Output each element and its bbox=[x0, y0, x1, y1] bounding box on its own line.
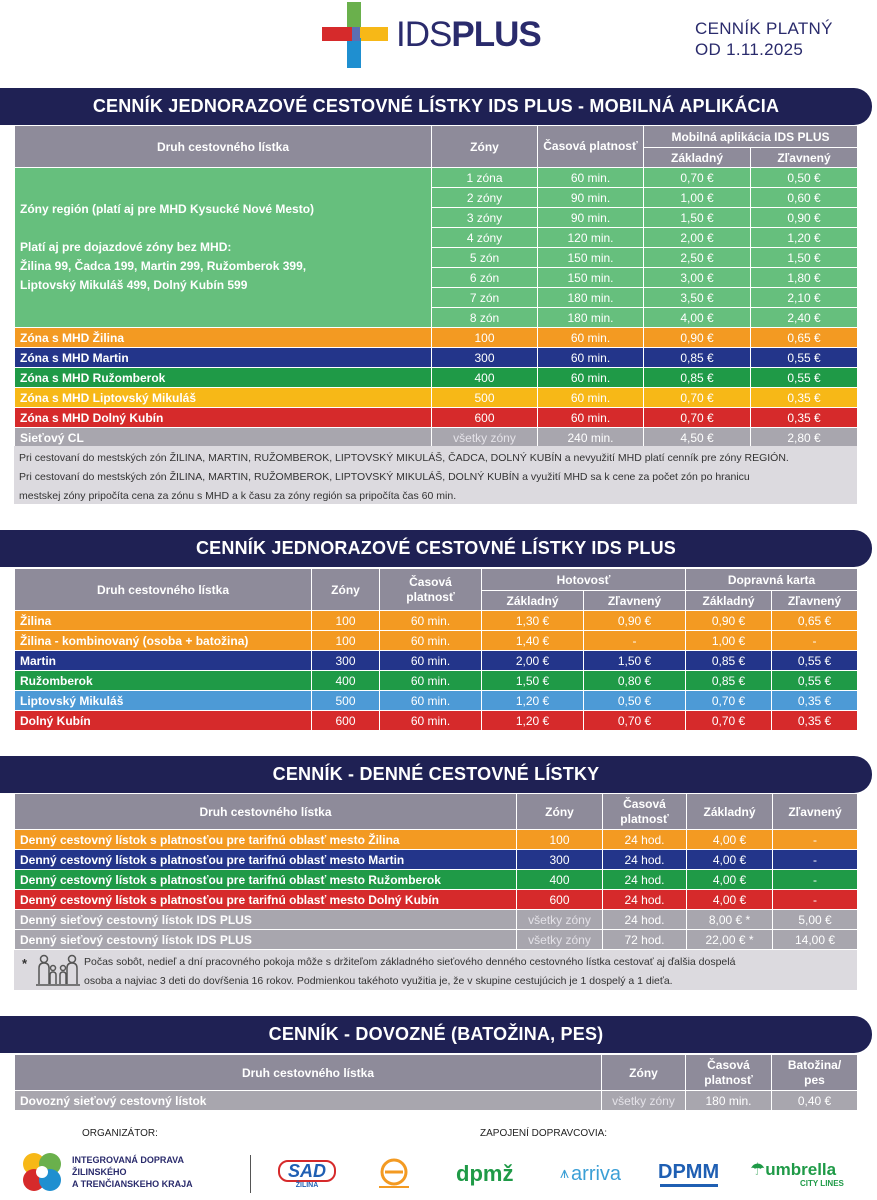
carrier-sad-text: SAD bbox=[278, 1160, 336, 1182]
cell-time: 180 min. bbox=[538, 308, 644, 328]
cell-name: Žilina - kombinovaný (osoba + batožina) bbox=[15, 631, 312, 651]
ids-plus-logo bbox=[322, 2, 562, 68]
table-row bbox=[15, 711, 858, 731]
cell-name: Zóna s MHD Dolný Kubín bbox=[15, 408, 432, 428]
cell-time: 24 hod. bbox=[603, 850, 687, 870]
cell-card-basic: 0,70 € bbox=[686, 691, 772, 711]
cell-zones: všetky zóny bbox=[517, 910, 603, 930]
cell-basic: 8,00 € * bbox=[687, 910, 773, 930]
cell-reduced: 0,60 € bbox=[751, 188, 858, 208]
organizer-logo bbox=[18, 1150, 193, 1194]
cell-cash-basic: 1,20 € bbox=[482, 711, 584, 731]
table-row bbox=[15, 348, 858, 368]
cell-card-basic: 0,70 € bbox=[686, 711, 772, 731]
cell-basic: 4,00 € bbox=[687, 850, 773, 870]
region-line: Žilina 99, Čadca 199, Martin 299, Ružomberok 399, bbox=[20, 259, 307, 273]
cell-time: 60 min. bbox=[538, 408, 644, 428]
cell-time: 180 min. bbox=[686, 1091, 772, 1111]
cell-time: 24 hod. bbox=[603, 910, 687, 930]
cell-reduced: 2,80 € bbox=[751, 428, 858, 448]
cell-time: 60 min. bbox=[380, 671, 482, 691]
col-header-app: Mobilná aplikácia IDS PLUS bbox=[644, 126, 858, 148]
umbrella-icon: ☂ bbox=[750, 1159, 766, 1179]
col-header-reduced: Zľavnený bbox=[584, 591, 686, 611]
cell-card-reduced: 0,55 € bbox=[772, 651, 858, 671]
cell-basic: 4,00 € bbox=[687, 830, 773, 850]
note-line: Počas sobôt, nedieľ a dní pracovného pokoja môže s držiteľom základného sieťového denného cestovného lístka cestovať aj ďalšia dospelá bbox=[84, 956, 736, 968]
cell-reduced: 14,00 € bbox=[773, 930, 858, 950]
ids-cross-logo-icon bbox=[322, 2, 388, 68]
col-header-zones: Zóny bbox=[432, 126, 538, 168]
cell-zones: 100 bbox=[312, 611, 380, 631]
carrier-sad-trencin-logo bbox=[375, 1158, 413, 1190]
mobile-note bbox=[14, 446, 857, 504]
cell-time: 240 min. bbox=[538, 428, 644, 448]
cell-basic: 3,00 € bbox=[644, 268, 751, 288]
cell-card-reduced: 0,55 € bbox=[772, 671, 858, 691]
cell-reduced: - bbox=[773, 850, 858, 870]
cell-basic: 1,50 € bbox=[644, 208, 751, 228]
cell-name: Denný sieťový cestovný lístok IDS PLUS bbox=[15, 910, 517, 930]
cell-reduced: 0,35 € bbox=[751, 408, 858, 428]
table-row bbox=[15, 428, 858, 448]
table-row bbox=[15, 388, 858, 408]
cell-zones: 300 bbox=[312, 651, 380, 671]
carrier-dpmz-logo: dpmž bbox=[456, 1161, 514, 1186]
cell-time: 60 min. bbox=[380, 651, 482, 671]
col-header-reduced: Zľavnený bbox=[773, 794, 858, 830]
col-header-type: Druh cestovného lístka bbox=[15, 126, 432, 168]
mobile-section-title: CENNÍK JEDNORAZOVÉ CESTOVNÉ LÍSTKY IDS PLUS - MOBILNÁ APLIKÁCIA bbox=[0, 88, 872, 125]
cell-name: Dolný Kubín bbox=[15, 711, 312, 731]
cell-card-basic: 1,00 € bbox=[686, 631, 772, 651]
mobile-price-table bbox=[14, 125, 858, 448]
cell-time: 90 min. bbox=[538, 188, 644, 208]
cell-zones: 5 zón bbox=[432, 248, 538, 268]
cell-time: 150 min. bbox=[538, 248, 644, 268]
cell-name: Zóna s MHD Ružomberok bbox=[15, 368, 432, 388]
region-line: Zóny región (platí aj pre MHD Kysucké Nové Mesto) bbox=[20, 202, 315, 216]
cell-time: 60 min. bbox=[380, 611, 482, 631]
cell-name: Sieťový CL bbox=[15, 428, 432, 448]
note-line: mestskej zóny pripočíta cena za zónu s MHD a k času za zóny región sa pripočíta čas 60 min. bbox=[19, 490, 457, 502]
cell-reduced: 1,20 € bbox=[751, 228, 858, 248]
table-row bbox=[15, 611, 858, 631]
carrier-sad-sub: ŽILINA bbox=[295, 1181, 319, 1189]
cell-reduced: - bbox=[773, 870, 858, 890]
cell-cash-basic: 2,00 € bbox=[482, 651, 584, 671]
cell-time: 60 min. bbox=[380, 711, 482, 731]
col-header-price: Batožina/ pes bbox=[772, 1055, 858, 1091]
table-row bbox=[15, 870, 858, 890]
cell-time: 72 hod. bbox=[603, 930, 687, 950]
cell-zones: všetky zóny bbox=[517, 930, 603, 950]
cell-zones: 400 bbox=[517, 870, 603, 890]
org-line: A TRENČIANSKEHO KRAJA bbox=[72, 1179, 193, 1189]
table-row bbox=[15, 651, 858, 671]
cell-reduced: - bbox=[773, 830, 858, 850]
cell-reduced: 2,40 € bbox=[751, 308, 858, 328]
cell-basic: 0,85 € bbox=[644, 348, 751, 368]
cell-time: 120 min. bbox=[538, 228, 644, 248]
cell-cash-basic: 1,30 € bbox=[482, 611, 584, 631]
cell-time: 60 min. bbox=[538, 368, 644, 388]
note-line: Pri cestovaní do mestských zón ŽILINA, MARTIN, RUŽOMBEROK, LIPTOVSKÝ MIKULÁŠ, ČADCA, DOLNÝ KUBÍN a nevyužití MHD platí cenník pre zóny REGIÓN. bbox=[19, 452, 789, 464]
col-header-validity: Časová platnosť bbox=[603, 794, 687, 830]
col-header-basic: Základný bbox=[644, 148, 751, 168]
cell-zones: 2 zóny bbox=[432, 188, 538, 208]
cell-reduced: 0,55 € bbox=[751, 368, 858, 388]
cell-zones: 400 bbox=[432, 368, 538, 388]
validity-line-1: CENNÍK PLATNÝ bbox=[695, 19, 833, 38]
cell-cash-reduced: 1,50 € bbox=[584, 651, 686, 671]
daily-section-title: CENNÍK - DENNÉ CESTOVNÉ LÍSTKY bbox=[0, 756, 872, 793]
cell-zones: 6 zón bbox=[432, 268, 538, 288]
cell-name: Liptovský Mikuláš bbox=[15, 691, 312, 711]
cell-basic: 0,70 € bbox=[644, 408, 751, 428]
col-header-type: Druh cestovného lístka bbox=[15, 794, 517, 830]
cell-zones: všetky zóny bbox=[432, 428, 538, 448]
cell-basic: 2,50 € bbox=[644, 248, 751, 268]
cell-zones: 600 bbox=[517, 890, 603, 910]
cell-price: 0,40 € bbox=[772, 1091, 858, 1111]
cell-zones: 4 zóny bbox=[432, 228, 538, 248]
col-header-type: Druh cestovného lístka bbox=[15, 569, 312, 611]
table-row bbox=[15, 671, 858, 691]
cell-time: 60 min. bbox=[538, 168, 644, 188]
daily-note bbox=[14, 950, 857, 990]
cell-reduced: 5,00 € bbox=[773, 910, 858, 930]
cell-cash-basic: 1,20 € bbox=[482, 691, 584, 711]
idztk-logo-icon bbox=[18, 1150, 66, 1194]
carrier-umbrella-logo bbox=[750, 1158, 844, 1190]
col-header-card: Dopravná karta bbox=[686, 569, 858, 591]
cell-name: Zóna s MHD Liptovský Mikuláš bbox=[15, 388, 432, 408]
validity-date: OD 1.11.2025 bbox=[695, 40, 804, 59]
cell-zones: všetky zóny bbox=[602, 1091, 686, 1111]
cell-name: Martin bbox=[15, 651, 312, 671]
table-row bbox=[15, 910, 858, 930]
col-header-basic: Základný bbox=[687, 794, 773, 830]
cell-zones: 100 bbox=[312, 631, 380, 651]
cell-cash-reduced: 0,80 € bbox=[584, 671, 686, 691]
note-line: osoba a najviac 3 deti do dovŕšenia 16 rokov. Podmienkou takéhoto využitia je, že v skupine cestujúcich je 1 dospelý a 1 dieťa. bbox=[84, 975, 673, 987]
cell-name: Denný cestovný lístok s platnosťou pre tarifnú oblasť mesto Dolný Kubín bbox=[15, 890, 517, 910]
cell-name: Zóna s MHD Martin bbox=[15, 348, 432, 368]
cell-basic: 3,50 € bbox=[644, 288, 751, 308]
cell-name: Zóna s MHD Žilina bbox=[15, 328, 432, 348]
cell-time: 60 min. bbox=[538, 348, 644, 368]
cell-cash-reduced: - bbox=[584, 631, 686, 651]
cell-zones: 7 zón bbox=[432, 288, 538, 308]
cell-basic: 2,00 € bbox=[644, 228, 751, 248]
carrier-umbrella-text: umbrella bbox=[765, 1159, 837, 1179]
cell-basic: 4,00 € bbox=[687, 870, 773, 890]
cell-time: 24 hod. bbox=[603, 830, 687, 850]
cell-card-basic: 0,90 € bbox=[686, 611, 772, 631]
organizer-label: ORGANIZÁTOR: bbox=[82, 1128, 158, 1139]
cell-reduced: 0,50 € bbox=[751, 168, 858, 188]
col-header-basic: Základný bbox=[686, 591, 772, 611]
col-header-type: Druh cestovného lístka bbox=[15, 1055, 602, 1091]
col-header-zones: Zóny bbox=[517, 794, 603, 830]
cell-time: 60 min. bbox=[538, 328, 644, 348]
cell-time: 60 min. bbox=[538, 388, 644, 408]
cell-reduced: 0,90 € bbox=[751, 208, 858, 228]
region-line: Platí aj pre dojazdové zóny bez MHD: bbox=[20, 240, 232, 254]
cell-basic: 4,00 € bbox=[687, 890, 773, 910]
cell-cash-reduced: 0,50 € bbox=[584, 691, 686, 711]
col-header-cash: Hotovosť bbox=[482, 569, 686, 591]
cell-basic: 22,00 € * bbox=[687, 930, 773, 950]
table-row bbox=[15, 168, 858, 188]
cell-zones: 400 bbox=[312, 671, 380, 691]
col-header-zones: Zóny bbox=[312, 569, 380, 611]
cell-reduced: 0,55 € bbox=[751, 348, 858, 368]
cell-basic: 4,50 € bbox=[644, 428, 751, 448]
col-header-reduced: Zľavnený bbox=[772, 591, 858, 611]
luggage-price-table bbox=[14, 1054, 858, 1111]
cell-time: 150 min. bbox=[538, 268, 644, 288]
cell-basic: 4,00 € bbox=[644, 308, 751, 328]
cell-card-reduced: 0,65 € bbox=[772, 611, 858, 631]
cell-cash-basic: 1,40 € bbox=[482, 631, 584, 651]
cell-name: Dovozný sieťový cestovný lístok bbox=[15, 1091, 602, 1111]
cell-reduced: - bbox=[773, 890, 858, 910]
footer-divider bbox=[250, 1155, 251, 1193]
cell-zones: 600 bbox=[312, 711, 380, 731]
cell-zones: 1 zóna bbox=[432, 168, 538, 188]
carriers-label: ZAPOJENÍ DOPRAVCOVIA: bbox=[480, 1128, 608, 1139]
cell-time: 24 hod. bbox=[603, 890, 687, 910]
col-header-zones: Zóny bbox=[602, 1055, 686, 1091]
cell-zones: 600 bbox=[432, 408, 538, 428]
carrier-umbrella-sub: CITY LINES bbox=[800, 1178, 844, 1188]
org-line: INTEGROVANÁ DOPRAVA bbox=[72, 1155, 185, 1165]
cell-name: Denný cestovný lístok s platnosťou pre tarifnú oblasť mesto Žilina bbox=[15, 830, 517, 850]
cell-basic: 0,70 € bbox=[644, 388, 751, 408]
cell-card-basic: 0,85 € bbox=[686, 671, 772, 691]
region-description bbox=[15, 168, 432, 328]
table-row bbox=[15, 368, 858, 388]
cell-zones: 300 bbox=[432, 348, 538, 368]
table-row bbox=[15, 930, 858, 950]
table-row bbox=[15, 631, 858, 651]
note-asterisk: * bbox=[22, 956, 28, 971]
logo-text-light: IDS bbox=[396, 15, 452, 54]
cell-cash-reduced: 0,70 € bbox=[584, 711, 686, 731]
cell-time: 24 hod. bbox=[603, 870, 687, 890]
header bbox=[0, 0, 877, 85]
carrier-sad-logo bbox=[278, 1158, 336, 1190]
cell-reduced: 2,10 € bbox=[751, 288, 858, 308]
cell-time: 60 min. bbox=[380, 691, 482, 711]
col-header-validity: Časová platnosť bbox=[380, 569, 482, 611]
cell-reduced: 0,65 € bbox=[751, 328, 858, 348]
cell-basic: 1,00 € bbox=[644, 188, 751, 208]
cell-name: Denný cestovný lístok s platnosťou pre tarifnú oblasť mesto Ružomberok bbox=[15, 870, 517, 890]
daily-price-table bbox=[14, 793, 858, 950]
cell-name: Denný sieťový cestovný lístok IDS PLUS bbox=[15, 930, 517, 950]
table-row bbox=[15, 328, 858, 348]
cell-basic: 0,70 € bbox=[644, 168, 751, 188]
cell-time: 90 min. bbox=[538, 208, 644, 228]
logo-text-bold: PLUS bbox=[451, 15, 541, 54]
cell-card-reduced: 0,35 € bbox=[772, 691, 858, 711]
validity-label bbox=[695, 18, 833, 60]
cell-zones: 500 bbox=[312, 691, 380, 711]
cell-name: Ružomberok bbox=[15, 671, 312, 691]
carrier-arriva-logo bbox=[560, 1158, 621, 1190]
cell-reduced: 1,50 € bbox=[751, 248, 858, 268]
cell-card-reduced: 0,35 € bbox=[772, 711, 858, 731]
col-header-validity: Časová platnosť bbox=[686, 1055, 772, 1091]
logo-text bbox=[396, 15, 541, 55]
cell-zones: 3 zóny bbox=[432, 208, 538, 228]
cell-zones: 100 bbox=[432, 328, 538, 348]
carrier-dpmm-text: DPMM bbox=[658, 1161, 720, 1183]
cell-cash-reduced: 0,90 € bbox=[584, 611, 686, 631]
single-price-table bbox=[14, 568, 858, 731]
cell-card-reduced: - bbox=[772, 631, 858, 651]
single-section-title: CENNÍK JEDNORAZOVÉ CESTOVNÉ LÍSTKY IDS PLUS bbox=[0, 530, 872, 567]
sad-trencin-logo-icon bbox=[375, 1158, 413, 1190]
table-row bbox=[15, 408, 858, 428]
col-header-basic: Základný bbox=[482, 591, 584, 611]
cell-time: 60 min. bbox=[380, 631, 482, 651]
cell-time: 180 min. bbox=[538, 288, 644, 308]
arriva-symbol-icon: ⩚ bbox=[560, 1165, 570, 1182]
family-icon bbox=[36, 954, 80, 986]
cell-zones: 300 bbox=[517, 850, 603, 870]
table-row bbox=[15, 691, 858, 711]
cell-zones: 500 bbox=[432, 388, 538, 408]
cell-card-basic: 0,85 € bbox=[686, 651, 772, 671]
cell-basic: 0,85 € bbox=[644, 368, 751, 388]
table-row bbox=[15, 830, 858, 850]
cell-cash-basic: 1,50 € bbox=[482, 671, 584, 691]
cell-name: Žilina bbox=[15, 611, 312, 631]
luggage-section-title: CENNÍK - DOVOZNÉ (BATOŽINA, PES) bbox=[0, 1016, 872, 1053]
cell-zones: 100 bbox=[517, 830, 603, 850]
org-line: ŽILINSKÉHO bbox=[72, 1167, 127, 1177]
table-row bbox=[15, 850, 858, 870]
col-header-validity: Časová platnosť bbox=[538, 126, 644, 168]
region-line: Liptovský Mikuláš 499, Dolný Kubín 599 bbox=[20, 278, 248, 292]
carrier-arriva-text: arriva bbox=[571, 1162, 622, 1185]
carrier-dpmm-logo bbox=[658, 1158, 719, 1190]
cell-reduced: 0,35 € bbox=[751, 388, 858, 408]
col-header-reduced: Zľavnený bbox=[751, 148, 858, 168]
note-line: Pri cestovaní do mestských zón ŽILINA, MARTIN, RUŽOMBEROK, LIPTOVSKÝ MIKULÁŠ, DOLNÝ KUBÍN a využití MHD sa k cene za počet zón po hranicu bbox=[19, 471, 750, 483]
cell-name: Denný cestovný lístok s platnosťou pre tarifnú oblasť mesto Martin bbox=[15, 850, 517, 870]
cell-zones: 8 zón bbox=[432, 308, 538, 328]
cell-reduced: 1,80 € bbox=[751, 268, 858, 288]
cell-basic: 0,90 € bbox=[644, 328, 751, 348]
table-row bbox=[15, 1091, 858, 1111]
table-row bbox=[15, 890, 858, 910]
